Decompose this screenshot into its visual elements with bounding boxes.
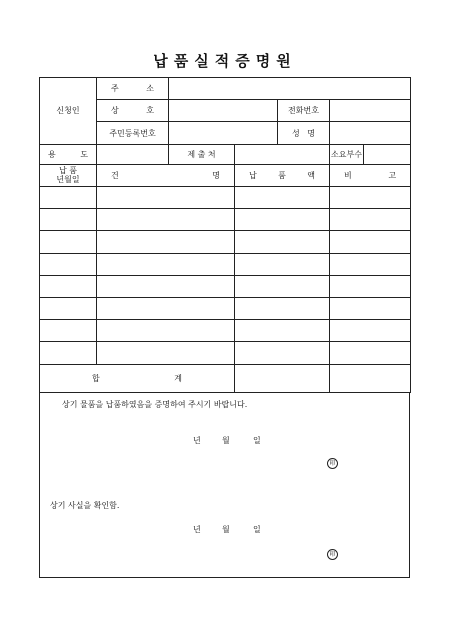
submit-to-field[interactable]: [235, 144, 330, 164]
date-cell[interactable]: [40, 253, 97, 275]
confirm-seal-mark: 印: [327, 549, 338, 560]
company-label: 상 호: [97, 100, 169, 122]
note-header: 비 고: [330, 164, 411, 186]
amount-cell[interactable]: [235, 342, 330, 364]
item-cell[interactable]: [97, 298, 235, 320]
table-row: [40, 231, 411, 253]
submit-to-label: 제 출 처: [169, 144, 235, 164]
item-cell[interactable]: [97, 209, 235, 231]
date-month-char: 월: [222, 436, 230, 445]
note-cell[interactable]: [330, 231, 411, 253]
certificate-form-table: [39, 77, 411, 393]
note-cell[interactable]: [330, 275, 411, 297]
table-row: [40, 320, 411, 342]
name-field[interactable]: [330, 122, 411, 144]
note-cell[interactable]: [330, 342, 411, 364]
confirm-date-year-char: 년: [193, 525, 201, 534]
address-label: 주 소: [97, 78, 169, 100]
phone-label: 전화번호: [278, 100, 330, 122]
table-row: [40, 253, 411, 275]
certification-section: [39, 393, 410, 578]
confirm-date-day-char: 일: [253, 525, 261, 534]
applicant-label: 신청인: [40, 78, 97, 145]
amount-cell[interactable]: [235, 320, 330, 342]
confirm-date-month-char: 월: [222, 525, 230, 534]
copies-field[interactable]: [364, 144, 411, 164]
amount-cell[interactable]: [235, 298, 330, 320]
amount-cell[interactable]: [235, 209, 330, 231]
usage-field[interactable]: [97, 144, 169, 164]
date-day-char: 일: [253, 436, 261, 445]
note-cell[interactable]: [330, 187, 411, 209]
note-cell[interactable]: [330, 253, 411, 275]
amount-cell[interactable]: [235, 187, 330, 209]
date-cell[interactable]: [40, 275, 97, 297]
company-field[interactable]: [169, 100, 278, 122]
confirm-text: 상기 사실을 확인함.: [50, 501, 120, 510]
date-cell[interactable]: [40, 342, 97, 364]
phone-field[interactable]: [330, 100, 411, 122]
item-name-header: 건 명: [97, 164, 235, 186]
delivery-amount-header: 납 품 액: [235, 164, 330, 186]
copies-label: 소요부수: [330, 144, 364, 164]
amount-cell[interactable]: [235, 253, 330, 275]
item-cell[interactable]: [97, 253, 235, 275]
usage-label: 용 도: [40, 144, 97, 164]
table-row: [40, 187, 411, 209]
amount-cell[interactable]: [235, 231, 330, 253]
table-row: [40, 342, 411, 364]
date-cell[interactable]: [40, 209, 97, 231]
total-label: 합 계: [40, 364, 235, 392]
item-cell[interactable]: [97, 342, 235, 364]
note-cell[interactable]: [330, 320, 411, 342]
date-year-char: 년: [193, 436, 201, 445]
address-field[interactable]: [169, 78, 411, 100]
item-cell[interactable]: [97, 187, 235, 209]
total-amount-field[interactable]: [235, 364, 330, 392]
date-cell[interactable]: [40, 187, 97, 209]
seal-mark: 印: [327, 458, 338, 469]
date-cell[interactable]: [40, 320, 97, 342]
name-label: 성 명: [278, 122, 330, 144]
item-cell[interactable]: [97, 275, 235, 297]
amount-cell[interactable]: [235, 275, 330, 297]
delivery-date-header: 납 품 년월일: [40, 164, 97, 186]
document-title: 납품실적증명원: [153, 52, 297, 70]
item-cell[interactable]: [97, 231, 235, 253]
resident-id-label: 주민등록번호: [97, 122, 169, 144]
table-row: [40, 209, 411, 231]
item-cell[interactable]: [97, 320, 235, 342]
note-cell[interactable]: [330, 298, 411, 320]
resident-id-field[interactable]: [169, 122, 278, 144]
date-cell[interactable]: [40, 231, 97, 253]
table-row: [40, 275, 411, 297]
date-cell[interactable]: [40, 298, 97, 320]
note-cell[interactable]: [330, 209, 411, 231]
table-row: [40, 298, 411, 320]
certify-request-text: 상기 물품을 납품하였음을 증명하여 주시기 바랍니다.: [62, 400, 248, 409]
total-note-field[interactable]: [330, 364, 411, 392]
